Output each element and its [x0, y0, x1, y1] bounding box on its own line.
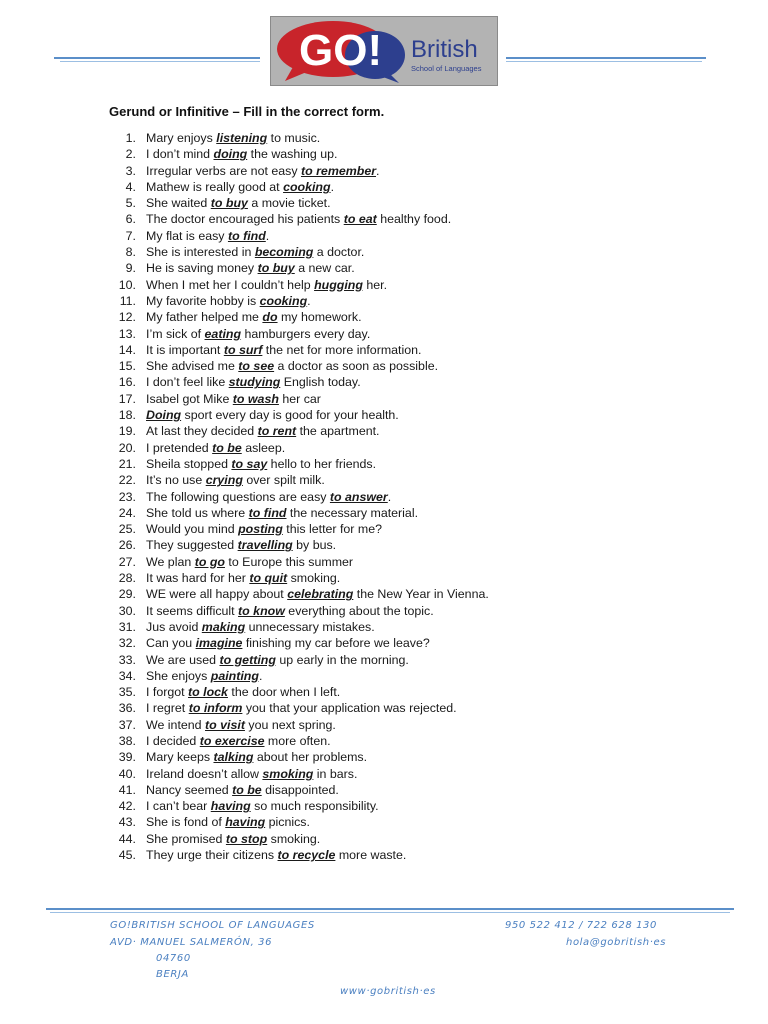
item-text-before: At last they decided: [146, 424, 258, 439]
item-answer: do: [262, 310, 278, 325]
item-text-before: My flat is easy: [146, 228, 228, 243]
exercise-item: [100, 260, 489, 276]
item-number: 29.: [118, 587, 136, 602]
item-text-after: the door when I left.: [227, 685, 341, 700]
item-answer: to eat: [343, 212, 377, 227]
exercise-item: [100, 814, 489, 830]
item-text-after: .: [330, 179, 335, 194]
item-number: 39.: [118, 750, 136, 765]
item-text-before: She is interested in: [146, 245, 255, 260]
exercise-item: [100, 537, 489, 553]
item-answer: to say: [231, 456, 268, 471]
item-answer: travelling: [237, 538, 293, 553]
item-answer: crying: [205, 473, 243, 488]
item-number: 8.: [125, 245, 136, 260]
exercise-item: [100, 423, 489, 439]
item-text-after: her car: [278, 391, 321, 406]
item-text-before: We are used: [146, 652, 220, 667]
item-number: 2.: [125, 147, 136, 162]
item-number: 16.: [118, 375, 136, 390]
exercise-item: [100, 668, 489, 684]
exercise-item: [100, 342, 489, 358]
item-text-after: a doctor.: [313, 245, 365, 260]
item-text-before: The following questions are easy: [146, 489, 330, 504]
exercise-item: [100, 733, 489, 749]
footer-address: AVD· MANUEL SALMERÓN, 36: [110, 937, 273, 948]
exercise-item: [100, 358, 489, 374]
item-number: 21.: [118, 456, 136, 471]
item-number: 27.: [118, 554, 136, 569]
item-text-after: my homework.: [277, 310, 362, 325]
item-answer: to buy: [257, 261, 295, 276]
item-number: 4.: [125, 179, 136, 194]
item-number: 14.: [118, 342, 136, 357]
exercise-item: [100, 472, 489, 488]
exercise-item: [100, 456, 489, 472]
item-text-after: sport every day is good for your health.: [181, 408, 399, 423]
item-answer: to buy: [210, 196, 248, 211]
item-number: 33.: [118, 652, 136, 667]
item-text-after: a movie ticket.: [247, 196, 331, 211]
exercise-item: [100, 195, 489, 211]
item-text-after: about her problems.: [253, 750, 368, 765]
exercise-item: [100, 586, 489, 602]
item-answer: studying: [228, 375, 281, 390]
item-text-before: He is saving money: [146, 261, 258, 276]
exercise-item: [100, 130, 489, 146]
item-text-after: the apartment.: [296, 424, 380, 439]
item-text-after: over spilt milk.: [242, 473, 325, 488]
exercise-item: [100, 391, 489, 407]
exercise-item: [100, 635, 489, 651]
exercise-item: [100, 374, 489, 390]
logo-tagline: School of Languages: [411, 64, 482, 73]
item-text-after: the necessary material.: [286, 505, 419, 520]
item-answer: to know: [238, 603, 285, 618]
item-text-before: She waited: [146, 196, 211, 211]
item-text-before: They urge their citizens: [146, 848, 278, 863]
gobritish-logo: [270, 16, 498, 86]
item-text-after: by bus.: [292, 538, 337, 553]
item-text-after: so much responsibility.: [250, 799, 379, 814]
footer-email-link[interactable]: hola@gobritish·es: [566, 937, 667, 948]
item-number: 37.: [118, 717, 136, 732]
item-text-after: .: [376, 163, 380, 178]
item-number: 45.: [118, 848, 136, 863]
item-answer: to find: [227, 228, 266, 243]
exercise-item: [100, 619, 489, 635]
item-text-after: English today.: [280, 375, 361, 390]
item-text-before: I pretended: [146, 440, 213, 455]
item-answer: to visit: [205, 717, 245, 732]
item-text-before: She advised me: [146, 359, 239, 374]
item-text-after: more often.: [264, 733, 331, 748]
item-text-before: Mathew is really good at: [146, 179, 284, 194]
item-text-before: Mary enjoys: [146, 131, 217, 145]
item-text-before: It’s no use: [146, 473, 206, 488]
item-number: 35.: [118, 685, 136, 700]
item-text-after: a doctor as soon as possible.: [274, 359, 439, 374]
exercise-item: [100, 505, 489, 521]
item-number: 7.: [125, 228, 136, 243]
exercise-item: [100, 603, 489, 619]
exercise-list: [100, 130, 489, 863]
item-answer: to see: [238, 359, 275, 374]
logo-brand: British: [411, 36, 478, 63]
exercise-item: [100, 179, 489, 195]
footer-phone: 950 522 412 / 722 628 130: [505, 920, 657, 931]
header-rule-left-thin: [60, 61, 260, 62]
item-answer: becoming: [254, 245, 314, 260]
item-text-after: finishing my car before we leave?: [242, 636, 430, 651]
item-text-after: asleep.: [241, 440, 286, 455]
item-text-after: in bars.: [313, 766, 358, 781]
exercise-item: [100, 798, 489, 814]
item-text-after: smoking.: [267, 831, 321, 846]
exercise-item: [100, 489, 489, 505]
exercise-item: [100, 717, 489, 733]
item-number: 41.: [118, 782, 136, 797]
item-text-before: I don’t mind: [146, 147, 214, 162]
footer-school-name: GO!BRITISH SCHOOL OF LANGUAGES: [110, 920, 315, 931]
item-number: 20.: [118, 440, 136, 455]
item-answer: doing: [213, 147, 248, 162]
item-answer: to rent: [257, 424, 297, 439]
item-answer: to remember: [300, 163, 377, 178]
item-answer: making: [201, 619, 246, 634]
item-answer: cooking: [283, 179, 331, 194]
footer-rule-thin: [50, 912, 730, 913]
item-text-before: Would you mind: [146, 522, 239, 537]
item-text-after: you that your application was rejected.: [242, 701, 457, 716]
item-text-after: a new car.: [294, 261, 355, 276]
exercise-item: [100, 440, 489, 456]
item-answer: to be: [232, 782, 262, 797]
item-answer: to inform: [188, 701, 243, 716]
item-answer: cooking: [259, 293, 308, 308]
exercise-item: [100, 652, 489, 668]
item-number: 12.: [118, 310, 136, 325]
item-answer: listening: [216, 131, 268, 145]
item-answer: posting: [238, 522, 283, 537]
item-text-after: up early in the morning.: [275, 652, 409, 667]
exercise-item: [100, 163, 489, 179]
exercise-item: [100, 700, 489, 716]
item-text-before: It was hard for her: [146, 571, 250, 586]
item-text-before: She is fond of: [146, 815, 226, 830]
item-text-before: I can’t bear: [146, 799, 211, 814]
footer-postcode: 04760: [156, 953, 191, 964]
item-number: 34.: [118, 668, 136, 683]
item-answer: to getting: [219, 652, 276, 667]
exercise-item: [100, 684, 489, 700]
item-answer: to exercise: [199, 733, 265, 748]
item-text-before: Sheila stopped: [146, 456, 232, 471]
item-text-before: I’m sick of: [146, 326, 205, 341]
exercise-item: [100, 293, 489, 309]
item-number: 17.: [118, 391, 136, 406]
header-rule-right-thin: [506, 61, 702, 62]
item-answer: Doing: [146, 408, 182, 423]
item-text-after: this letter for me?: [282, 522, 382, 537]
item-number: 24.: [118, 505, 136, 520]
logo-graphic: [271, 17, 497, 85]
item-text-after: .: [387, 489, 392, 504]
exercise-item: [100, 766, 489, 782]
item-answer: to answer: [329, 489, 388, 504]
item-text-before: I forgot: [146, 685, 189, 700]
item-text-before: She told us where: [146, 505, 249, 520]
item-text-after: the washing up.: [247, 147, 338, 162]
item-text-after: .: [258, 668, 263, 683]
item-number: 38.: [118, 733, 136, 748]
exercise-item: [100, 277, 489, 293]
item-number: 31.: [118, 619, 136, 634]
item-number: 43.: [118, 815, 136, 830]
exercise-item: [100, 831, 489, 847]
item-text-after: the net for more information.: [262, 342, 422, 357]
exercise-item: [100, 554, 489, 570]
item-text-after: to Europe this summer: [224, 554, 354, 569]
item-text-after: smoking.: [287, 571, 341, 586]
item-number: 36.: [118, 701, 136, 716]
item-answer: to quit: [249, 571, 288, 586]
item-answer: having: [225, 815, 266, 830]
item-text-before: I regret: [146, 701, 189, 716]
exercise-item: [100, 521, 489, 537]
item-number: 42.: [118, 799, 136, 814]
exercise-item: [100, 244, 489, 260]
item-text-after: her.: [362, 277, 388, 292]
item-text-before: It seems difficult: [146, 603, 239, 618]
logo-mark: GO!: [299, 26, 383, 75]
item-number: 3.: [125, 163, 136, 178]
exercise-item: [100, 228, 489, 244]
item-text-before: Ireland doesn’t allow: [146, 766, 263, 781]
item-text-after: hello to her friends.: [267, 456, 377, 471]
item-text-after: .: [307, 293, 311, 308]
item-number: 28.: [118, 571, 136, 586]
exercise-item: [100, 749, 489, 765]
item-text-after: to music.: [267, 131, 321, 145]
item-number: 32.: [118, 636, 136, 651]
item-number: 19.: [118, 424, 136, 439]
item-text-before: We plan: [146, 554, 195, 569]
footer-rule: [46, 908, 734, 910]
item-text-before: I decided: [146, 733, 200, 748]
item-number: 44.: [118, 831, 136, 846]
exercise-item: [100, 211, 489, 227]
item-number: 5.: [125, 196, 136, 211]
item-text-after: healthy food.: [376, 212, 452, 227]
item-answer: to stop: [225, 831, 268, 846]
footer-city: BERJA: [156, 969, 189, 980]
exercise-item: [100, 570, 489, 586]
exercise-item: [100, 146, 489, 162]
item-text-before: She promised: [146, 831, 226, 846]
item-text-before: Nancy seemed: [146, 782, 233, 797]
item-answer: to find: [248, 505, 287, 520]
item-number: 10.: [118, 277, 136, 292]
item-number: 30.: [118, 603, 136, 618]
item-text-after: .: [265, 228, 270, 243]
footer-website-link[interactable]: www·gobritish·es: [340, 986, 436, 997]
item-text-after: hamburgers every day.: [241, 326, 371, 341]
item-number: 40.: [118, 766, 136, 781]
item-answer: imagine: [195, 636, 243, 651]
item-number: 23.: [118, 489, 136, 504]
item-text-after: the New Year in Vienna.: [353, 587, 489, 602]
item-text-before: Mary keeps: [146, 750, 214, 765]
item-text-before: We intend: [146, 717, 206, 732]
item-number: 15.: [118, 359, 136, 374]
item-number: 18.: [118, 408, 136, 423]
item-answer: talking: [213, 750, 254, 765]
item-number: 6.: [125, 212, 136, 227]
item-number: 11.: [119, 293, 136, 308]
item-text-before: They suggested: [146, 538, 238, 553]
exercise-item: [100, 407, 489, 423]
item-text-before: Irregular verbs are not easy: [146, 163, 301, 178]
item-text-before: WE were all happy about: [146, 587, 288, 602]
exercise-item: [100, 782, 489, 798]
item-text-before: Isabel got Mike: [146, 391, 233, 406]
item-number: 26.: [118, 538, 136, 553]
item-answer: eating: [204, 326, 242, 341]
item-text-after: disappointed.: [261, 782, 339, 797]
item-text-after: you next spring.: [244, 717, 336, 732]
exercise-item: [100, 309, 489, 325]
item-text-before: She enjoys: [146, 668, 211, 683]
item-number: 13.: [118, 326, 136, 341]
worksheet-title: Gerund or Infinitive – Fill in the correct form.: [109, 104, 385, 119]
item-text-after: unnecessary mistakes.: [245, 619, 375, 634]
item-text-before: My father helped me: [146, 310, 263, 325]
item-answer: painting: [210, 668, 259, 683]
item-text-before: When I met her I couldn’t help: [146, 277, 315, 292]
item-number: 22.: [118, 473, 136, 488]
exercise-item: [100, 326, 489, 342]
item-answer: celebrating: [287, 587, 354, 602]
item-text-after: more waste.: [335, 848, 407, 863]
exercise-item: [100, 847, 489, 863]
item-text-before: My favorite hobby is: [146, 293, 260, 308]
item-number: 25.: [118, 522, 136, 537]
item-text-before: It is important: [146, 342, 224, 357]
item-answer: to surf: [223, 342, 263, 357]
item-answer: to be: [212, 440, 242, 455]
item-text-after: everything about the topic.: [284, 603, 434, 618]
item-text-before: Can you: [146, 636, 196, 651]
item-text-after: picnics.: [265, 815, 310, 830]
item-answer: to wash: [232, 391, 279, 406]
item-answer: to go: [194, 554, 225, 569]
item-text-before: The doctor encouraged his patients: [146, 212, 344, 227]
header-rule-left: [54, 57, 260, 59]
item-answer: smoking: [262, 766, 314, 781]
header-rule-right: [506, 57, 706, 59]
item-number: 1.: [125, 131, 136, 145]
item-number: 9.: [125, 261, 136, 276]
item-answer: to lock: [188, 685, 228, 700]
item-text-before: I don’t feel like: [146, 375, 229, 390]
item-answer: having: [210, 799, 251, 814]
item-text-before: Jus avoid: [146, 619, 202, 634]
item-answer: hugging: [314, 277, 363, 292]
item-answer: to recycle: [277, 848, 336, 863]
